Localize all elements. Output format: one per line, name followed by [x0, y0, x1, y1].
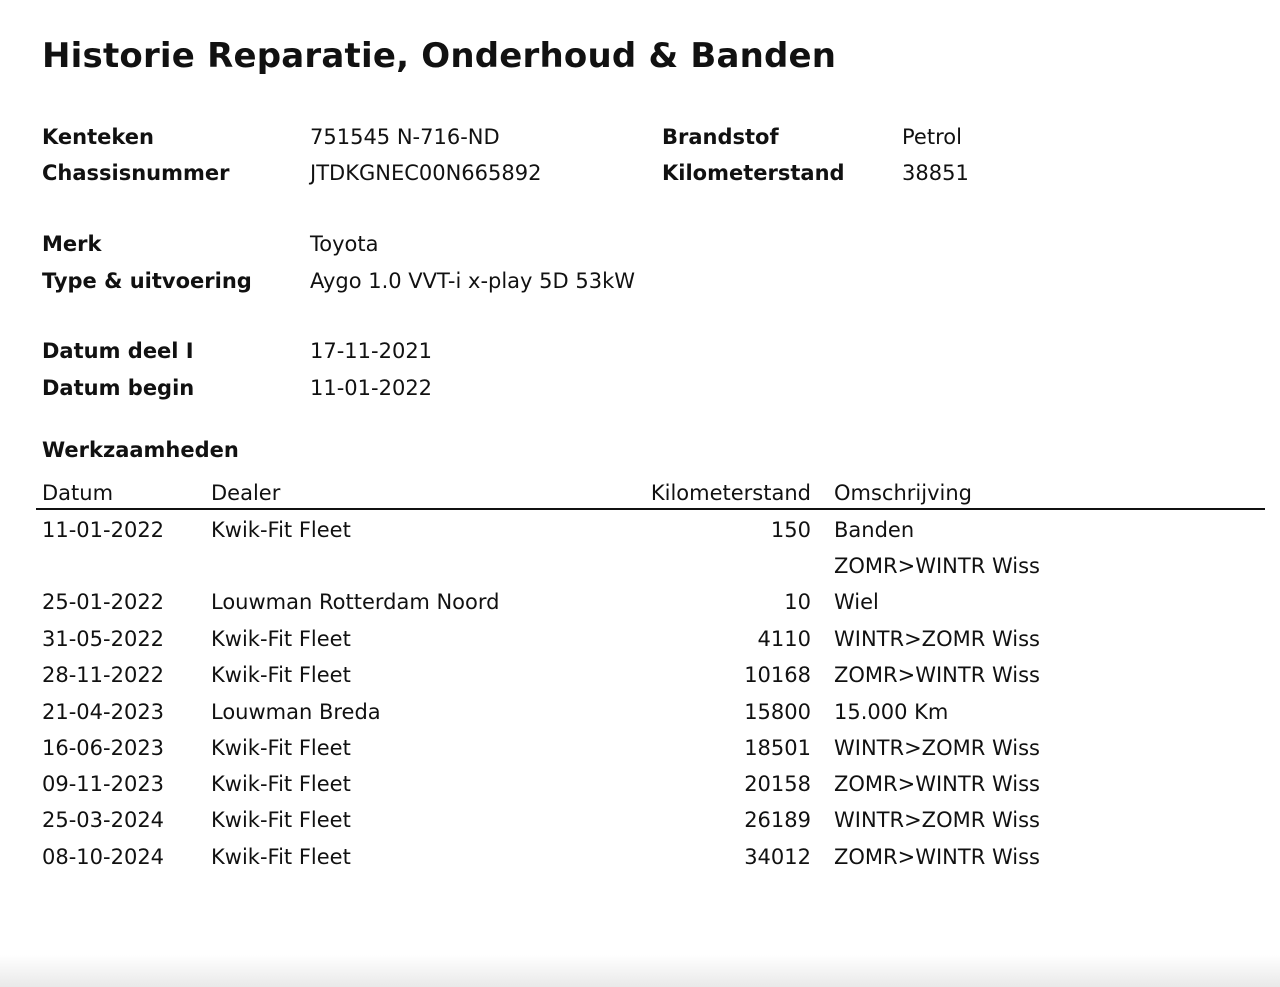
- chassisnummer-value: JTDKGNEC00N665892: [310, 161, 542, 185]
- datum-begin-value: 11-01-2022: [310, 376, 433, 400]
- table-header-rule: [36, 508, 1265, 510]
- kilometerstand-label: Kilometerstand: [662, 161, 845, 185]
- row-dealer: Kwik-Fit Fleet: [211, 736, 351, 760]
- column-header-datum: Datum: [42, 481, 114, 505]
- column-header-kilometerstand: Kilometerstand: [650, 481, 811, 505]
- row-datum: 08-10-2024: [42, 845, 165, 869]
- column-header-dealer: Dealer: [211, 481, 281, 505]
- merk-label: Merk: [42, 232, 102, 256]
- row-kilometerstand: 4110: [757, 627, 811, 651]
- row-datum: 28-11-2022: [42, 663, 165, 687]
- row-kilometerstand: 34012: [744, 845, 811, 869]
- row-datum: 31-05-2022: [42, 627, 165, 651]
- row-dealer: Kwik-Fit Fleet: [211, 772, 351, 796]
- row-datum: 09-11-2023: [42, 772, 165, 796]
- type-uitvoering-label: Type & uitvoering: [42, 269, 252, 293]
- row-dealer: Kwik-Fit Fleet: [211, 627, 351, 651]
- row-datum: 25-03-2024: [42, 808, 165, 832]
- row-kilometerstand: 10: [784, 590, 811, 614]
- row-dealer: Kwik-Fit Fleet: [211, 845, 351, 869]
- row-kilometerstand: 150: [770, 518, 811, 542]
- datum-begin-label: Datum begin: [42, 376, 195, 400]
- kenteken-value: 751545 N-716-ND: [310, 125, 500, 149]
- row-omschrijving: Wiel: [834, 590, 879, 614]
- row-omschrijving: 15.000 Km: [834, 700, 949, 724]
- row-dealer: Louwman Rotterdam Noord: [211, 590, 500, 614]
- row-kilometerstand: 26189: [744, 808, 811, 832]
- row-datum: 16-06-2023: [42, 736, 165, 760]
- row-omschrijving: Banden: [834, 518, 915, 542]
- page-title: Historie Reparatie, Onderhoud & Banden: [42, 36, 837, 76]
- row-kilometerstand: 15800: [744, 700, 811, 724]
- brandstof-label: Brandstof: [662, 125, 779, 149]
- row-dealer: Louwman Breda: [211, 700, 381, 724]
- datum-deel-1-value: 17-11-2021: [310, 339, 433, 363]
- chassisnummer-label: Chassisnummer: [42, 161, 230, 185]
- werkzaamheden-title: Werkzaamheden: [42, 438, 239, 462]
- kenteken-label: Kenteken: [42, 125, 154, 149]
- page-bottom-shadow: [0, 955, 1280, 987]
- row-dealer: Kwik-Fit Fleet: [211, 518, 351, 542]
- brandstof-value: Petrol: [902, 125, 962, 149]
- row-omschrijving: ZOMR>WINTR Wiss: [834, 772, 1041, 796]
- row-omschrijving: ZOMR>WINTR Wiss: [834, 845, 1041, 869]
- row-kilometerstand: 18501: [744, 736, 811, 760]
- row-omschrijving: ZOMR>WINTR Wiss: [834, 663, 1041, 687]
- row-kilometerstand: 20158: [744, 772, 811, 796]
- row-dealer: Kwik-Fit Fleet: [211, 663, 351, 687]
- merk-value: Toyota: [310, 232, 379, 256]
- row-kilometerstand: 10168: [744, 663, 811, 687]
- row-datum: 25-01-2022: [42, 590, 165, 614]
- row-datum: 21-04-2023: [42, 700, 165, 724]
- row-omschrijving: WINTR>ZOMR Wiss: [834, 808, 1041, 832]
- row-omschrijving: WINTR>ZOMR Wiss: [834, 627, 1041, 651]
- type-uitvoering-value: Aygo 1.0 VVT-i x-play 5D 53kW: [310, 269, 636, 293]
- datum-deel-1-label: Datum deel I: [42, 339, 194, 363]
- kilometerstand-value: 38851: [902, 161, 969, 185]
- column-header-omschrijving: Omschrijving: [834, 481, 972, 505]
- row-datum: 11-01-2022: [42, 518, 165, 542]
- row-omschrijving: ZOMR>WINTR Wiss: [834, 554, 1041, 578]
- row-omschrijving: WINTR>ZOMR Wiss: [834, 736, 1041, 760]
- row-dealer: Kwik-Fit Fleet: [211, 808, 351, 832]
